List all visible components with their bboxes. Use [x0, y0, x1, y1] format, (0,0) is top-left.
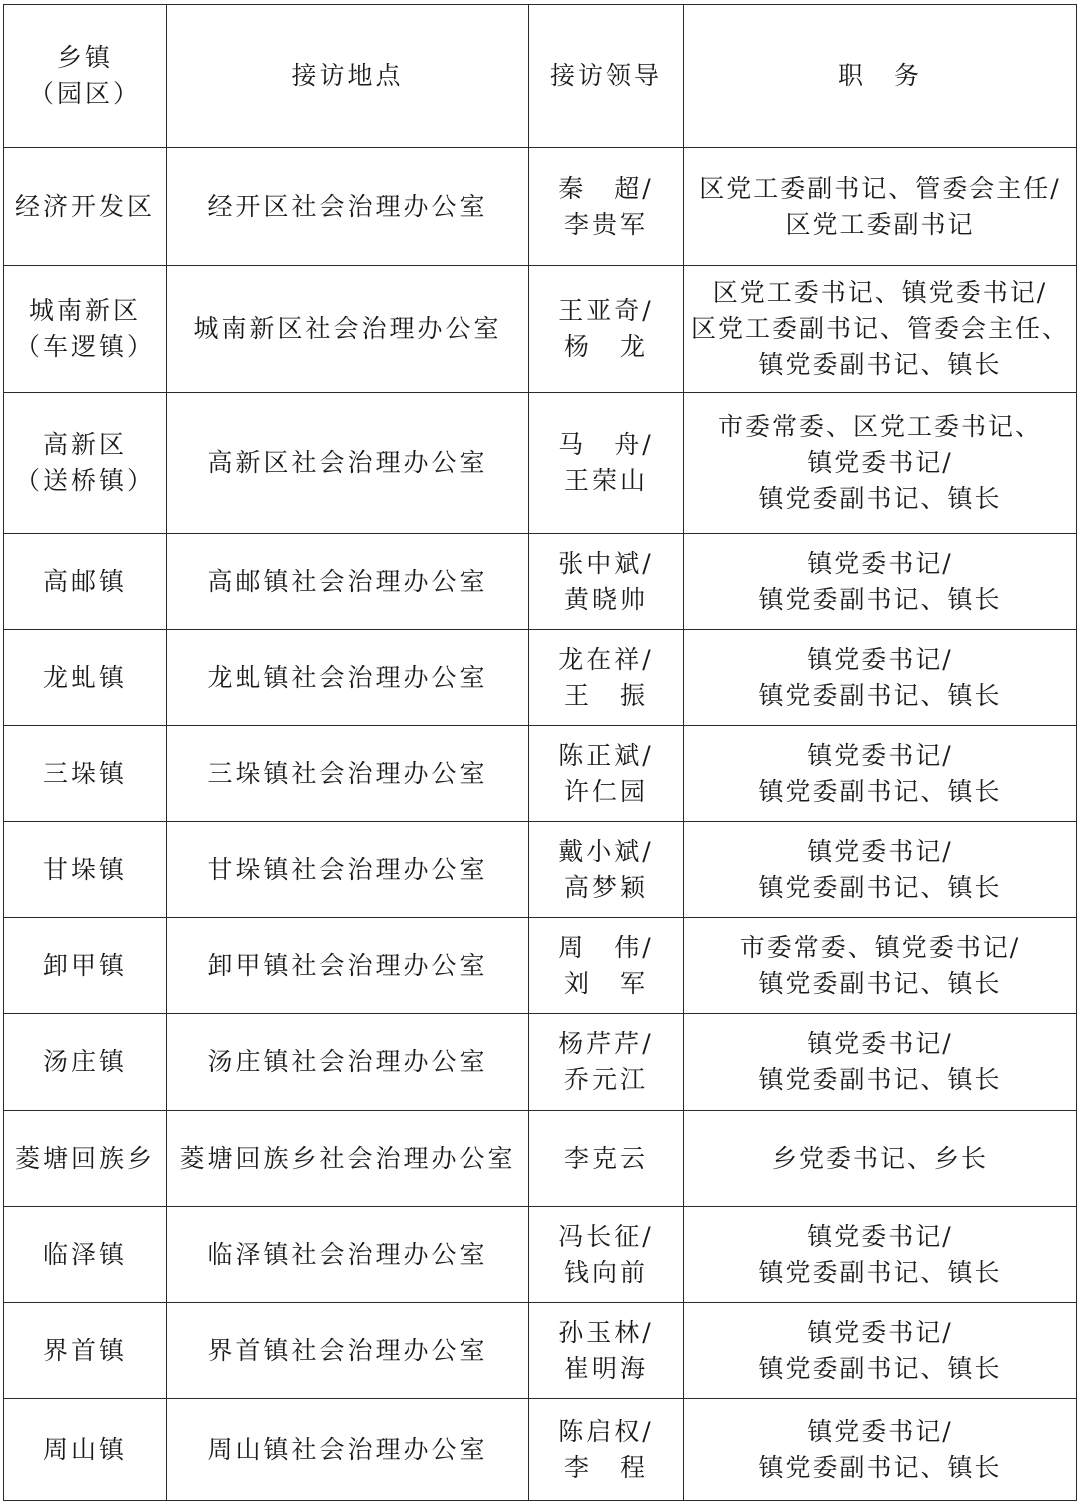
table-row — [4, 1207, 1077, 1303]
cell-position — [684, 822, 1077, 918]
cell-leader-line: 陈正斌/ — [558, 740, 654, 770]
header-town-line: （园区） — [28, 79, 141, 108]
table-row — [4, 393, 1077, 534]
cell-leader — [529, 630, 684, 726]
cell-position — [684, 1111, 1077, 1207]
cell-place — [167, 918, 529, 1014]
header-place — [167, 5, 529, 148]
table-row — [4, 918, 1077, 1014]
cell-leader — [529, 822, 684, 918]
cell-position-line: 区党工委书记、镇党委书记/ — [712, 278, 1048, 307]
cell-leader-line: 戴小斌/ — [558, 836, 654, 866]
cell-leader-line: 乔元江 — [563, 1065, 648, 1094]
cell-leader-line: 张中斌/ — [558, 548, 654, 578]
cell-town-line: （送桥镇） — [14, 466, 155, 495]
cell-leader — [529, 1303, 684, 1399]
cell-place-line: 高新区社会治理办公室 — [207, 448, 488, 477]
cell-position-line: 镇党委副书记、镇长 — [758, 1452, 1002, 1482]
cell-place — [167, 534, 529, 630]
cell-place — [167, 1303, 529, 1399]
cell-leader — [529, 1207, 684, 1303]
cell-town — [4, 1303, 167, 1399]
cell-place-line: 卸甲镇社会治理办公室 — [207, 950, 488, 980]
table-row — [4, 1111, 1077, 1207]
reception-table-body — [4, 5, 1077, 1501]
header-town — [4, 5, 167, 148]
cell-town — [4, 534, 167, 630]
cell-town-line: 龙虬镇 — [42, 662, 127, 692]
cell-leader-line: 杨芹芹/ — [558, 1029, 654, 1058]
cell-leader-line: 李贵军 — [563, 209, 648, 239]
cell-position-line: 区党工委副书记、管委会主任/ — [699, 173, 1061, 203]
cell-leader-line: 陈启权/ — [558, 1416, 654, 1446]
cell-leader-line: 杨 龙 — [563, 332, 648, 361]
cell-leader — [529, 1111, 684, 1207]
table-row — [4, 1014, 1077, 1111]
cell-position-line: 镇党委副书记、镇长 — [758, 1065, 1002, 1094]
cell-position-line: 镇党委书记/ — [807, 1221, 953, 1251]
cell-position — [684, 918, 1077, 1014]
cell-place — [167, 726, 529, 822]
cell-leader-line: 秦 超/ — [558, 173, 654, 203]
cell-leader-line: 黄晓帅 — [563, 584, 648, 614]
cell-position-line: 区党工委副书记 — [785, 209, 975, 239]
cell-position-line: 镇党委副书记、镇长 — [758, 776, 1002, 806]
cell-leader — [529, 1014, 684, 1111]
cell-place-line: 临泽镇社会治理办公室 — [207, 1239, 488, 1269]
cell-position — [684, 148, 1077, 266]
cell-leader — [529, 266, 684, 393]
cell-place-line: 界首镇社会治理办公室 — [207, 1335, 488, 1365]
table-row — [4, 534, 1077, 630]
cell-leader — [529, 726, 684, 822]
cell-town-line: 三垛镇 — [42, 758, 127, 788]
table-row — [4, 822, 1077, 918]
cell-leader — [529, 393, 684, 534]
cell-position-line: 镇党委书记/ — [807, 740, 953, 770]
cell-place-line: 菱塘回族乡社会治理办公室 — [179, 1143, 516, 1173]
cell-position-line: 镇党委书记/ — [807, 1317, 953, 1347]
cell-town — [4, 148, 167, 266]
cell-place-line: 三垛镇社会治理办公室 — [207, 758, 488, 788]
cell-place-line: 城南新区社会治理办公室 — [193, 314, 502, 343]
cell-town — [4, 726, 167, 822]
cell-position-line: 镇党委书记/ — [807, 1029, 953, 1058]
cell-leader-line: 李克云 — [563, 1143, 648, 1173]
cell-town-line: 汤庄镇 — [42, 1047, 127, 1076]
table-row — [4, 1303, 1077, 1399]
cell-position-line: 镇党委副书记、镇长 — [758, 1257, 1002, 1287]
cell-place — [167, 393, 529, 534]
header-leader — [529, 5, 684, 148]
cell-leader-line: 龙在祥/ — [558, 644, 654, 674]
table-row — [4, 726, 1077, 822]
cell-place-line: 经开区社会治理办公室 — [207, 191, 488, 221]
cell-leader-line: 刘 军 — [563, 968, 648, 998]
cell-leader-line: 高梦颖 — [563, 872, 648, 902]
cell-position-line: 镇党委副书记、镇长 — [758, 1353, 1002, 1383]
cell-town — [4, 1399, 167, 1501]
cell-place — [167, 1111, 529, 1207]
cell-town — [4, 1111, 167, 1207]
cell-town — [4, 1207, 167, 1303]
cell-position — [684, 534, 1077, 630]
table-row — [4, 148, 1077, 266]
cell-leader-line: 孙玉林/ — [558, 1317, 654, 1347]
cell-position-line: 镇党委副书记、镇长 — [758, 484, 1002, 513]
cell-place-line: 汤庄镇社会治理办公室 — [207, 1047, 488, 1076]
cell-position — [684, 266, 1077, 393]
cell-position-line: 镇党委副书记、镇长 — [758, 968, 1002, 998]
cell-town — [4, 918, 167, 1014]
cell-town-line: 高新区 — [42, 430, 127, 459]
cell-leader-line: 王荣山 — [563, 466, 648, 495]
cell-town-line: 经济开发区 — [14, 191, 155, 221]
reception-schedule-sheet — [3, 4, 1076, 1500]
cell-place-line: 周山镇社会治理办公室 — [207, 1434, 488, 1464]
cell-town-line: 界首镇 — [42, 1335, 127, 1365]
table-row — [4, 266, 1077, 393]
reception-table — [3, 4, 1077, 1501]
cell-place-line: 龙虬镇社会治理办公室 — [207, 662, 488, 692]
cell-position-line: 镇党委副书记、镇长 — [758, 350, 1002, 379]
cell-leader-line: 钱向前 — [563, 1257, 648, 1287]
cell-position-line: 镇党委书记/ — [807, 1416, 953, 1446]
cell-town-line: （车逻镇） — [14, 332, 155, 361]
cell-town — [4, 266, 167, 393]
cell-leader — [529, 918, 684, 1014]
cell-leader-line: 王亚奇/ — [558, 296, 654, 325]
table-row — [4, 1399, 1077, 1501]
cell-leader-line: 周 伟/ — [558, 932, 654, 962]
header-place-line: 接访地点 — [291, 61, 404, 90]
cell-place — [167, 1014, 529, 1111]
cell-town-line: 甘垛镇 — [42, 854, 127, 884]
cell-position-line: 镇党委副书记、镇长 — [758, 680, 1002, 710]
cell-town — [4, 1014, 167, 1111]
cell-town-line: 卸甲镇 — [42, 950, 127, 980]
cell-town-line: 周山镇 — [42, 1434, 127, 1464]
cell-position — [684, 1399, 1077, 1501]
cell-position — [684, 393, 1077, 534]
cell-position — [684, 726, 1077, 822]
cell-leader-line: 马 舟/ — [558, 430, 654, 459]
cell-position — [684, 1303, 1077, 1399]
header-town-line: 乡镇 — [56, 43, 113, 72]
cell-leader — [529, 148, 684, 266]
cell-town — [4, 630, 167, 726]
cell-town-line: 城南新区 — [28, 296, 141, 325]
cell-position-line: 镇党委书记/ — [807, 448, 953, 477]
cell-position-line: 镇党委书记/ — [807, 836, 953, 866]
cell-leader — [529, 534, 684, 630]
cell-position — [684, 1207, 1077, 1303]
cell-town-line: 菱塘回族乡 — [14, 1143, 155, 1173]
cell-town-line: 临泽镇 — [42, 1239, 127, 1269]
cell-position-line: 镇党委书记/ — [807, 548, 953, 578]
cell-position-line: 市委常委、镇党委书记/ — [739, 932, 1021, 962]
cell-leader-line: 许仁园 — [563, 776, 648, 806]
header-position — [684, 5, 1077, 148]
cell-town — [4, 822, 167, 918]
cell-position-line: 乡党委书记、乡长 — [771, 1143, 988, 1173]
cell-place-line: 高邮镇社会治理办公室 — [207, 566, 488, 596]
header-position-line: 职 务 — [837, 61, 922, 90]
cell-leader-line: 王 振 — [563, 680, 648, 710]
cell-position-line: 市委常委、区党工委书记、 — [717, 412, 1042, 441]
header-row — [4, 5, 1077, 148]
cell-place — [167, 148, 529, 266]
cell-leader-line: 崔明海 — [563, 1353, 648, 1383]
cell-place-line: 甘垛镇社会治理办公室 — [207, 854, 488, 884]
cell-place — [167, 630, 529, 726]
cell-place — [167, 822, 529, 918]
cell-position — [684, 1014, 1077, 1111]
cell-town-line: 高邮镇 — [42, 566, 127, 596]
cell-place — [167, 1207, 529, 1303]
cell-place — [167, 1399, 529, 1501]
cell-place — [167, 266, 529, 393]
cell-position — [684, 630, 1077, 726]
table-row — [4, 630, 1077, 726]
cell-position-line: 镇党委书记/ — [807, 644, 953, 674]
cell-leader-line: 冯长征/ — [558, 1221, 654, 1251]
cell-position-line: 镇党委副书记、镇长 — [758, 584, 1002, 614]
header-leader-line: 接访领导 — [549, 61, 662, 90]
cell-position-line: 区党工委副书记、管委会主任、 — [690, 314, 1069, 343]
cell-town — [4, 393, 167, 534]
cell-leader-line: 李 程 — [563, 1452, 648, 1482]
cell-leader — [529, 1399, 684, 1501]
cell-position-line: 镇党委副书记、镇长 — [758, 872, 1002, 902]
